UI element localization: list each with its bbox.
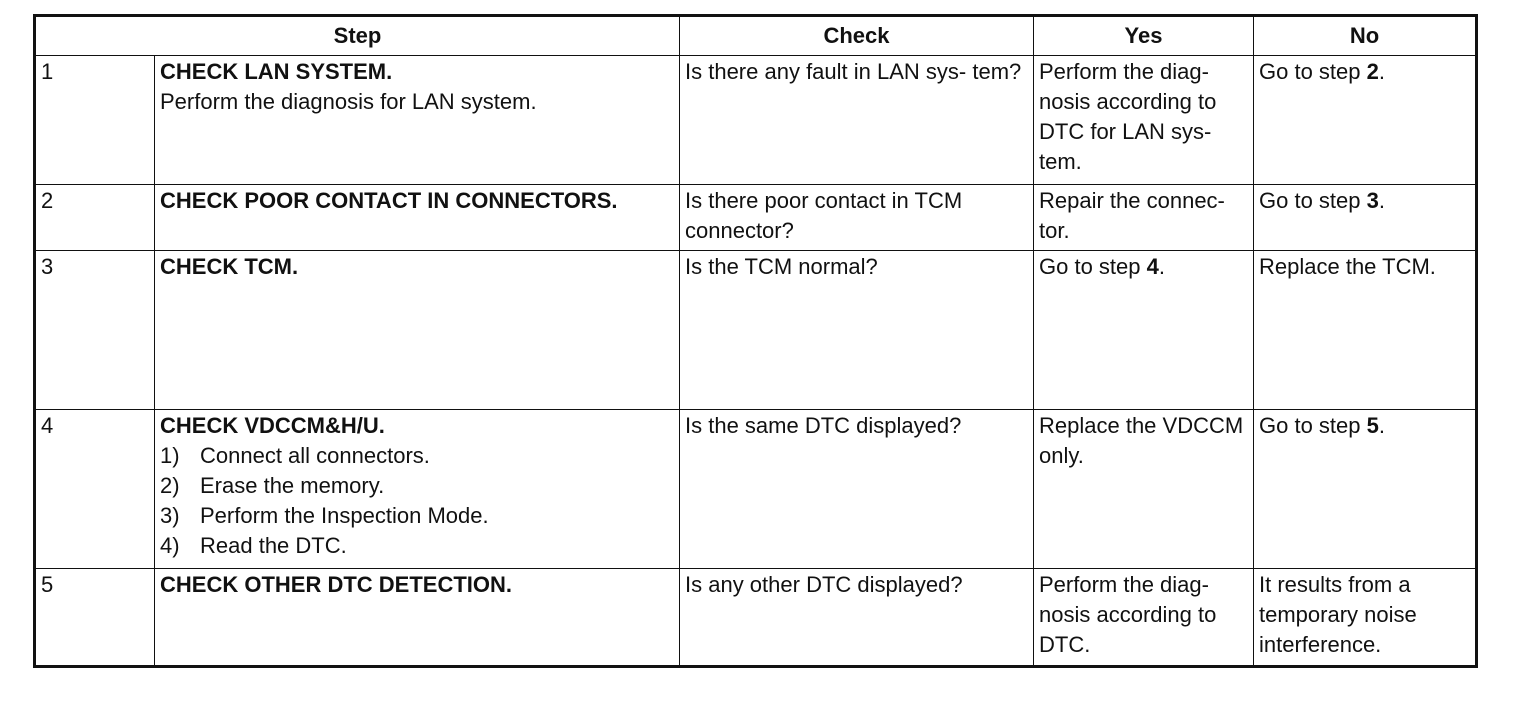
no-suffix: . xyxy=(1378,413,1385,438)
step-cell xyxy=(155,251,680,410)
no-suffix: . xyxy=(1378,188,1385,213)
substep-item xyxy=(160,501,675,531)
step-title: CHECK TCM. xyxy=(160,254,299,279)
yes-suffix: . xyxy=(1158,254,1165,279)
check-cell: Is any other DTC displayed? xyxy=(680,569,1034,667)
step-text: Perform the diagnosis for LAN system. xyxy=(160,89,537,114)
yes-cell: Perform the diag- nosis according to DTC. xyxy=(1034,569,1254,667)
header-yes: Yes xyxy=(1034,16,1254,56)
substep-number: 4) xyxy=(160,533,180,558)
substep-item xyxy=(160,531,675,561)
no-cell xyxy=(1254,185,1477,251)
substep-item xyxy=(160,471,675,501)
substep-number: 2) xyxy=(160,473,180,498)
step-cell xyxy=(155,56,680,185)
header-row xyxy=(35,16,1477,56)
step-title: CHECK LAN SYSTEM. xyxy=(160,59,393,84)
step-number: 3 xyxy=(35,251,155,410)
yes-prefix: Go to step xyxy=(1039,254,1147,279)
yes-cell: Replace the VDCCM only. xyxy=(1034,410,1254,569)
yes-cell xyxy=(1034,251,1254,410)
substep-item xyxy=(160,441,675,471)
no-prefix: Go to step xyxy=(1259,413,1367,438)
step-number: 4 xyxy=(35,410,155,569)
substep-list xyxy=(160,441,675,561)
step-ref: 5 xyxy=(1366,413,1379,438)
step-number: 1 xyxy=(35,56,155,185)
no-cell xyxy=(1254,410,1477,569)
no-cell: It results from a temporary noise interference. xyxy=(1254,569,1477,667)
substep-text: Erase the memory. xyxy=(200,473,385,498)
header-check: Check xyxy=(680,16,1034,56)
step-ref: 4 xyxy=(1146,254,1159,279)
check-cell: Is the same DTC displayed? xyxy=(680,410,1034,569)
table-row xyxy=(35,410,1477,569)
substep-number: 3) xyxy=(160,503,180,528)
check-cell: Is there any fault in LAN sys- tem? xyxy=(680,56,1034,185)
diagnostic-table xyxy=(33,14,1478,668)
step-title: CHECK VDCCM&H/U. xyxy=(160,413,385,438)
step-title: CHECK OTHER DTC DETECTION. xyxy=(160,572,512,597)
no-suffix: . xyxy=(1378,59,1385,84)
yes-cell: Perform the diag- nosis according to DTC for LAN sys- tem. xyxy=(1034,56,1254,185)
step-title: CHECK POOR CONTACT IN CONNECTORS. xyxy=(160,188,618,213)
step-ref: 2 xyxy=(1366,59,1379,84)
check-cell: Is there poor contact in TCM connector? xyxy=(680,185,1034,251)
step-number: 5 xyxy=(35,569,155,667)
no-cell xyxy=(1254,56,1477,185)
table-row xyxy=(35,56,1477,185)
no-cell: Replace the TCM. xyxy=(1254,251,1477,410)
step-cell xyxy=(155,410,680,569)
table-row xyxy=(35,251,1477,410)
yes-cell: Repair the connec- tor. xyxy=(1034,185,1254,251)
header-no: No xyxy=(1254,16,1477,56)
no-prefix: Go to step xyxy=(1259,59,1367,84)
step-cell xyxy=(155,185,680,251)
step-ref: 3 xyxy=(1366,188,1379,213)
substep-text: Connect all connectors. xyxy=(200,443,430,468)
header-step: Step xyxy=(35,16,680,56)
substep-text: Read the DTC. xyxy=(200,533,347,558)
check-cell: Is the TCM normal? xyxy=(680,251,1034,410)
substep-number: 1) xyxy=(160,443,180,468)
substep-text: Perform the Inspection Mode. xyxy=(200,503,489,528)
step-cell xyxy=(155,569,680,667)
no-prefix: Go to step xyxy=(1259,188,1367,213)
table-row xyxy=(35,569,1477,667)
step-number: 2 xyxy=(35,185,155,251)
table-row xyxy=(35,185,1477,251)
